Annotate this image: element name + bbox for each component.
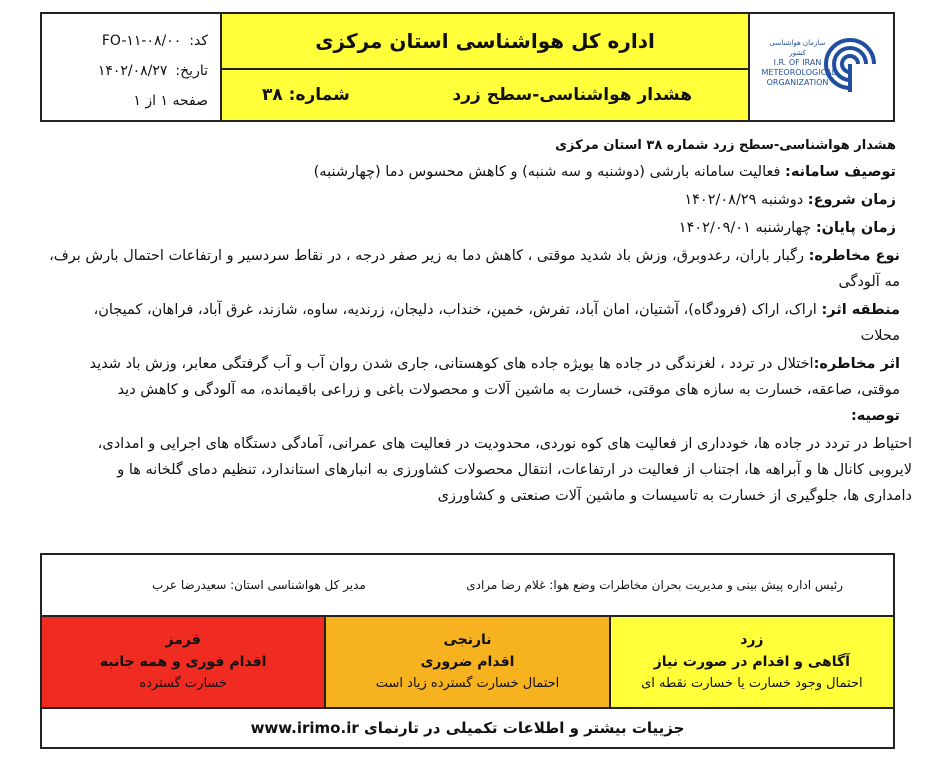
director [152,578,366,592]
irimo-logo [762,22,882,112]
office-title: اداره کل هواشناسی استان مرکزی [222,14,748,70]
hazard-value-1: رگبار باران، رعدوبرق، وزش باد شدید موقتی ، کاهش دما به زیر صفر درجه ، در نقاط سردسیر و ارتفاعات احتمال بارش برف، [49,248,804,264]
rec-value-3: دامداری ها، جلوگیری از خسارت به تاسیسات و ماشین آلات صنعتی و کشاورزی [437,488,912,504]
website-link[interactable]: www.irimo.ir [250,719,359,737]
warning-levels-table [40,617,895,709]
warning-body [30,128,912,509]
level-action: اقدام فوری و همه جانبه [99,654,267,670]
level-description: احتمال خسارت گسترده زیاد است [375,676,560,691]
hazard-label: نوع مخاطره: [808,248,900,264]
affected-area [30,297,900,349]
footer-text: جزییات بیشتر و اطلاعات تکمیلی در تارنمای [363,719,685,737]
footer-note [40,709,895,749]
warning-level-title: هشدار هواشناسی-سطح زرد [452,85,692,105]
level-action: اقدام ضروری [420,654,515,670]
logo-text-en: I.R. OF IRAN METEOROLOGICAL ORGANIZATION [761,58,837,87]
logo-cell [748,14,893,120]
start-value: دوشنبه ۱۴۰۲/۰۸/۲۹ [684,192,804,208]
start-time [30,187,900,213]
area-value-1: اراک، اراک (فرودگاه)، آشتیان، امان آباد، تفرش، خمین، خنداب، دلیجان، زرندیه، ساوه، شازند، غرق آباد، فراهان، کمیجان، [93,302,817,318]
date-label: تاریخ: [175,63,208,79]
head-name: غلام رضا مرادی [466,578,546,592]
desc-value: فعالیت سامانه بارشی (دوشنبه و سه شنبه) و کاهش محسوس دما (چهارشنبه) [313,164,781,180]
recommendation-label: توصیه: [850,408,900,424]
signature-box [40,553,895,617]
recommendation [30,431,912,509]
rec-value-2: لایروبی کانال ها و آبراهه ها، اجتناب از فعالیت در ارتفاعات، انتقال محصولات کشاورزی به انبارهای استاندارد، تنظیم دمای گلخانه ها و [117,462,912,478]
level-action: آگاهی و اقدام در صورت نیاز [653,654,850,670]
level-name: زرد [740,632,764,648]
document-header [40,12,895,122]
system-description [30,159,900,185]
page-indicator: صفحه ۱ از ۱ [133,93,208,109]
level-name: قرمز [165,632,201,648]
document-meta [42,14,222,120]
start-label: زمان شروع: [807,192,896,208]
effect-value-1: اختلال در تردد ، لغزندگی در جاده ها بویژه جاده های کوهستانی، جاری شدن روان آب و آب گرفتگی معابر، وزش باد شدید [89,356,814,372]
header-title-block [222,14,748,120]
date-value: ۱۴۰۲/۰۸/۲۷ [97,63,168,79]
warning-heading: هشدار هواشناسی-سطح زرد شماره ۳۸ استان مرکزی [555,138,896,153]
level-name: نارنجی [443,632,492,648]
rec-value-1: احتیاط در تردد در جاده ها، خودداری از فعالیت های کوه نوردی، محدودیت در فعالیت های عمرانی، آمادگی دستگاه های اجرایی و امدادی، [97,436,912,452]
code-label: کد: [189,33,208,49]
effect-value-2: موقتی، صاعقه، خسارت به سازه های موقتی، خسارت به ماشین آلات و محصولات باغی و زراعی باقیمانده، مه آلودگی و کاهش دید [117,382,900,398]
end-time [30,215,900,241]
spiral-logo-icon [824,32,876,94]
area-label: منطقه اثر: [821,302,900,318]
effect-label: اثر مخاطره: [813,356,900,372]
logo-text-fa: سازمان هواشناسی کشور [769,39,826,57]
head-label: رئیس اداره پیش بینی و مدیریت بحران مخاطرات وضع هوا: [549,578,843,592]
director-name: سعیدرضا عرب [152,578,227,592]
hazard-value-2: مه آلودگی [838,274,900,290]
area-value-2: محلات [860,328,900,344]
desc-label: توصیف سامانه: [785,164,896,180]
code-value: FO-۱۱-۰۸/۰۰ [101,33,182,49]
end-label: زمان پایان: [815,220,896,236]
end-value: چهارشنبه ۱۴۰۲/۰۹/۰۱ [678,220,812,236]
level-description: خسارت گسترده [139,676,228,691]
forecast-head [466,578,843,592]
hazard-effect [30,351,900,429]
warning-number: شماره: ۳۸ [262,85,350,105]
level-red [42,617,326,707]
level-description: احتمال وجود خسارت یا خسارت نقطه ای [641,676,863,691]
hazard-type [30,243,900,295]
level-yellow [611,617,893,707]
director-label: مدیر کل هواشناسی استان: [230,578,366,592]
level-orange [326,617,610,707]
